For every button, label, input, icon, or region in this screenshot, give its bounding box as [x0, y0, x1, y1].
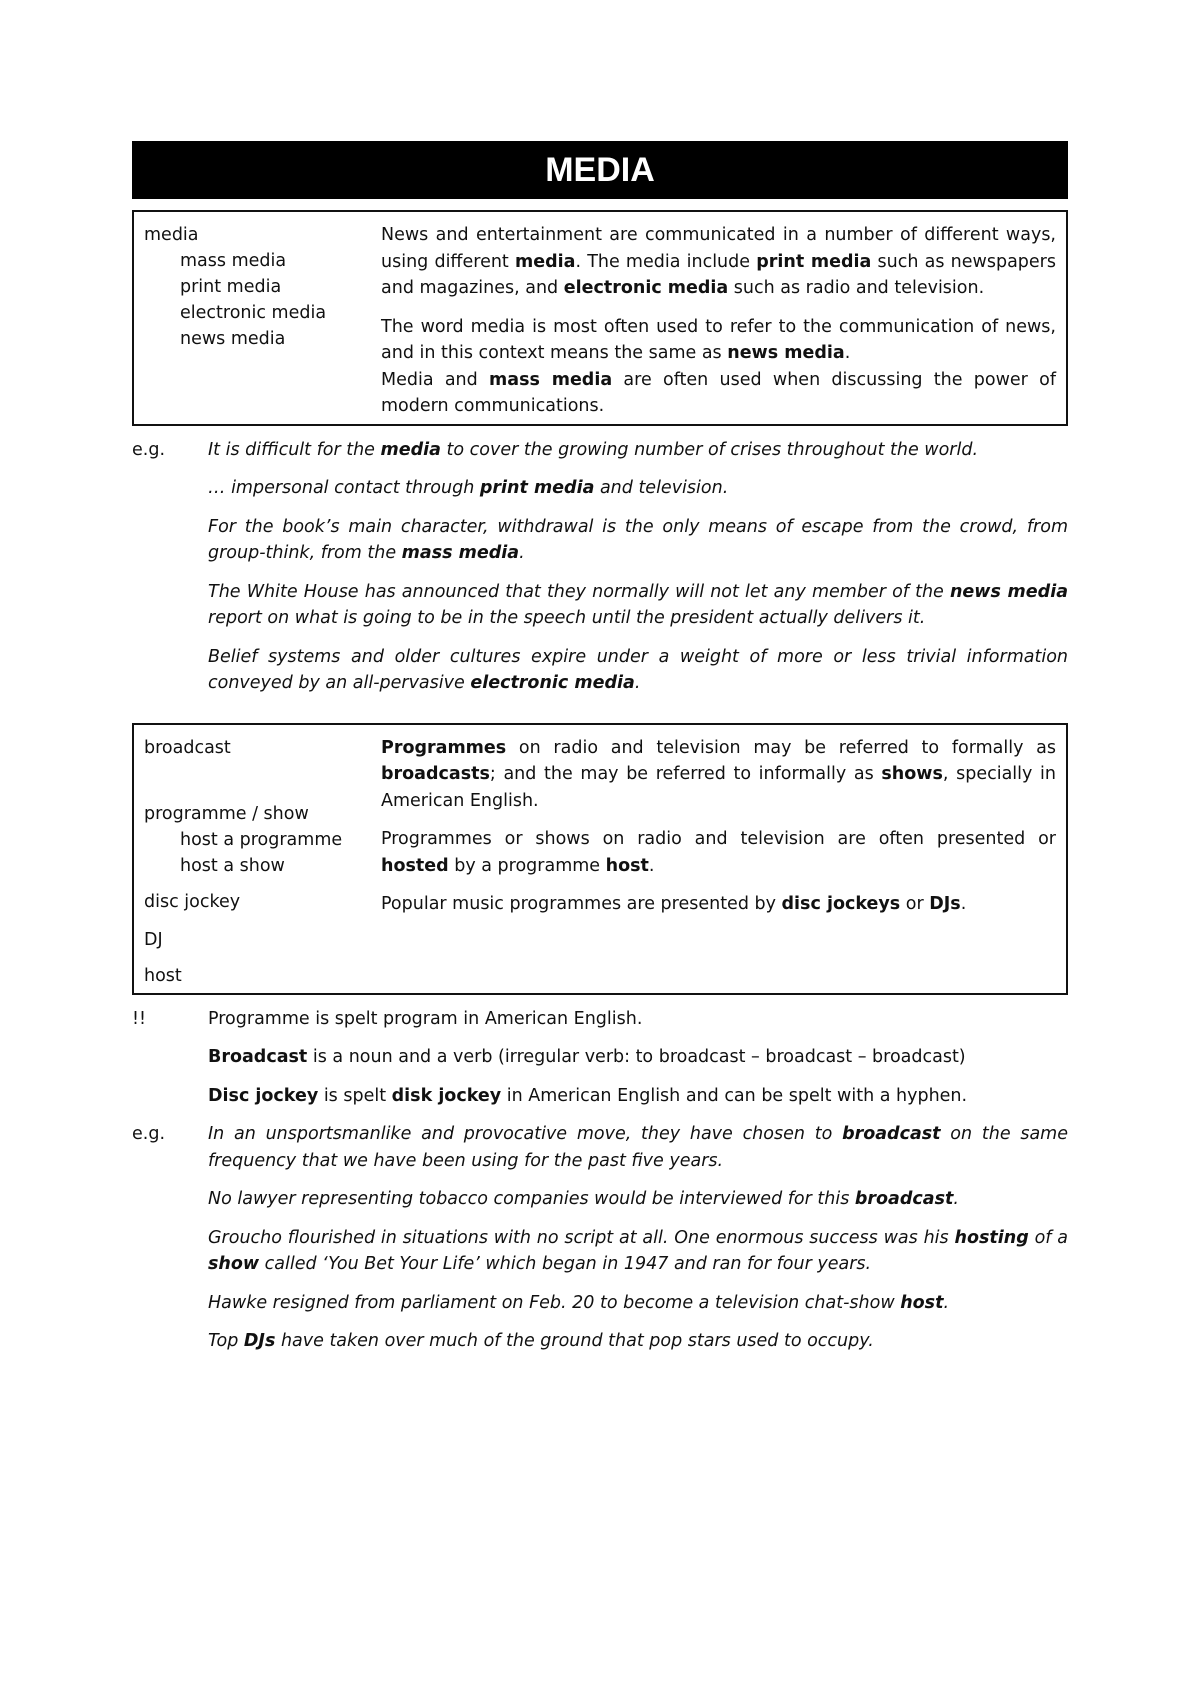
- term-host-a-programme: host a programme: [180, 829, 343, 850]
- term-mass-media: mass media: [180, 251, 287, 271]
- example-sentence: Groucho flourished in situations with no script at all. One enormous success was his hosting of a show called ‘You Bet Your Life’ which began in 1947 and ran for four years.: [208, 1227, 1068, 1274]
- page-title: MEDIA: [132, 141, 1068, 199]
- example-sentence: For the book’s main character, withdrawal is the only means of escape from the crowd, from group-think, from the mass media.: [208, 516, 1068, 563]
- broadcast-definition-box: [132, 723, 1068, 995]
- term-disc-jockey: disc jockey: [144, 891, 241, 912]
- example-sentence: In an unsportsmanlike and provocative move, they have chosen to broadcast on the same frequency that we have been using for the past five years.: [208, 1124, 1068, 1171]
- term-electronic-media: electronic media: [180, 303, 327, 323]
- term-print-media: print media: [180, 277, 282, 297]
- note-line: Programme is spelt program in American English.: [208, 1008, 643, 1029]
- example-sentence: Top DJs have taken over much of the ground that pop stars used to occupy.: [208, 1331, 874, 1351]
- example-sentence: Hawke resigned from parliament on Feb. 20 to become a television chat-show host.: [208, 1292, 950, 1313]
- example-sentence: The White House has announced that they normally will not let any member of the news media report on what is going to be in the speech until the president actually delivers it.: [208, 581, 1068, 628]
- term-broadcast: broadcast: [144, 737, 231, 758]
- examples-label: e.g.: [132, 1124, 166, 1144]
- definition-paragraph: Programmes on radio and television may be referred to formally as broadcasts; and the may be referred to informally as shows, specially in American English.: [381, 737, 1056, 811]
- notes-section: [132, 1006, 1068, 1122]
- term-list: [144, 222, 381, 420]
- example-sentence: … impersonal contact through print media and television.: [208, 478, 729, 498]
- examples-label: e.g.: [132, 439, 166, 460]
- example-sentence: No lawyer representing tobacco companies would be interviewed for this broadcast.: [208, 1189, 959, 1209]
- example-sentence: It is difficult for the media to cover the growing number of crises throughout the world.: [208, 439, 979, 460]
- notes-label: !!: [132, 1008, 147, 1029]
- examples-section: [132, 437, 1068, 709]
- examples-section: [132, 1121, 1068, 1367]
- definition-paragraph: Media and mass media are often used when discussing the power of modern communications.: [381, 369, 1057, 416]
- definition-paragraph: News and entertainment are communicated in a number of different ways, using different media. The media include print media such as newspapers and magazines, and electronic media such as radio and television.: [381, 225, 1056, 298]
- definition-text: [381, 222, 1056, 420]
- term-media: media: [144, 225, 199, 245]
- definition-text: [381, 735, 1056, 989]
- page-content: [132, 141, 1068, 1367]
- definition-paragraph: Popular music programmes are presented by disc jockeys or DJs.: [381, 894, 967, 914]
- note-line: Broadcast is a noun and a verb (irregular verb: to broadcast – broadcast – broadcast): [208, 1047, 966, 1067]
- term-news-media: news media: [180, 329, 286, 349]
- term-host-a-show: host a show: [180, 855, 285, 876]
- example-sentence: Belief systems and older cultures expire under a weight of more or less trivial information conveyed by an all-pervasive electronic media.: [208, 646, 1068, 693]
- term-host: host: [144, 965, 182, 986]
- term-dj: DJ: [144, 929, 163, 950]
- media-definition-box: [132, 210, 1068, 426]
- term-list: [144, 735, 381, 989]
- definition-paragraph: The word media is most often used to refer to the communication of news, and in this context means the same as news media.: [381, 316, 1056, 363]
- definition-paragraph: Programmes or shows on radio and television are often presented or hosted by a programme host.: [381, 829, 1056, 876]
- term-programme-show: programme / show: [144, 803, 309, 824]
- note-line: Disc jockey is spelt disk jockey in American English and can be spelt with a hyphen.: [208, 1085, 968, 1106]
